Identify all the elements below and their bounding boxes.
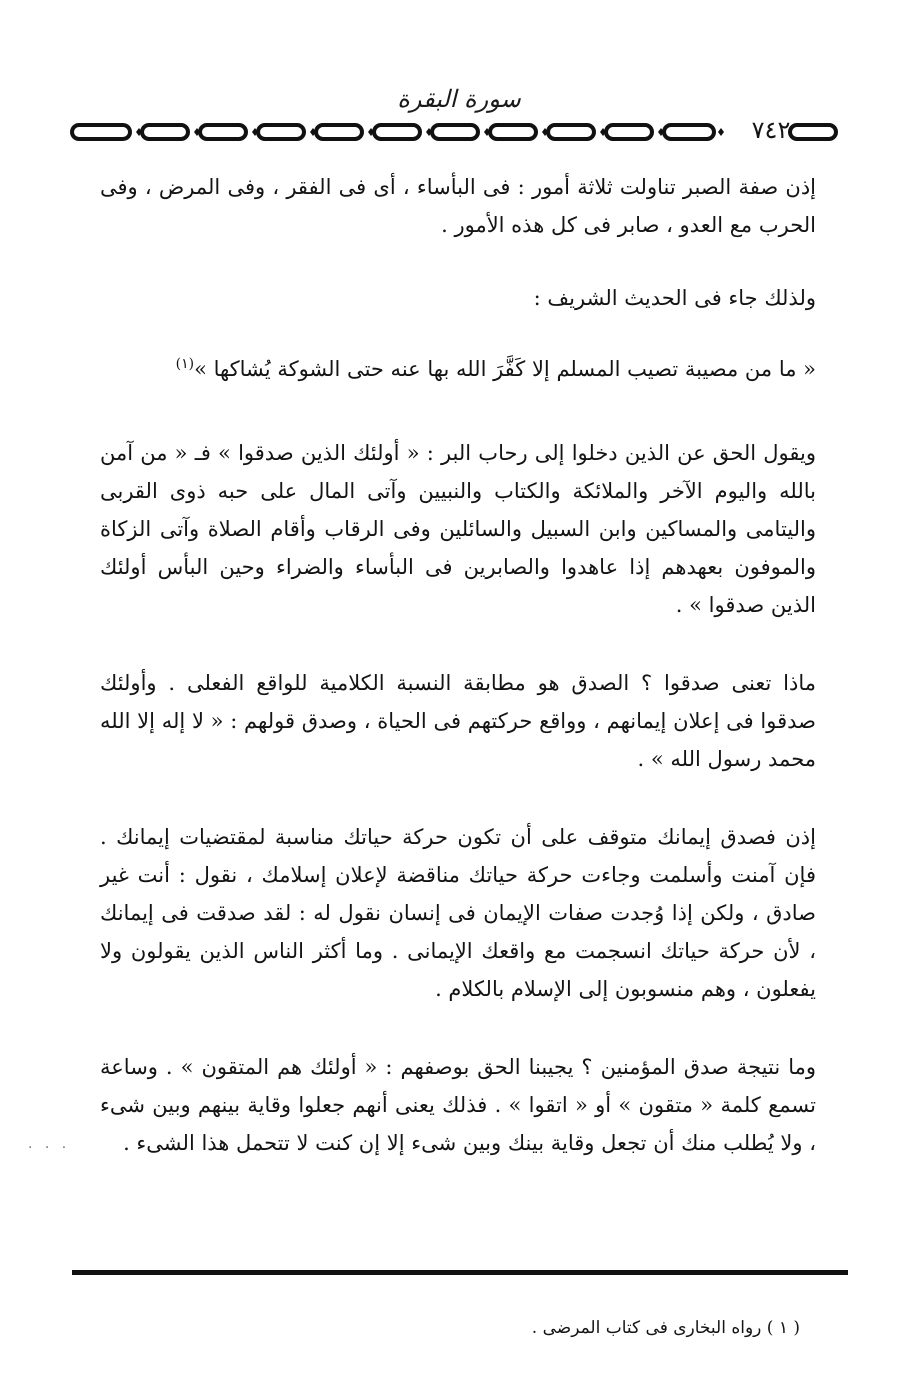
surah-title: سورة البقرة — [397, 85, 521, 113]
footnote-divider — [72, 1270, 848, 1275]
hadith-text: « ما من مصيبة تصيب المسلم إلا كَفَّرَ الله بها عنه حتى الشوكة يُشاكها » — [194, 357, 816, 381]
footnote-text: ( ١ ) رواه البخارى فى كتاب المرضى . — [531, 1318, 800, 1338]
paragraph-4: ويقول الحق عن الذين دخلوا إلى رحاب البر : « أولئك الذين صدقوا » فـ « من آمن بالله واليوم الآخر والملائكة والكتاب والنبيين وآتى المال على حبه ذوى القربى واليتامى والمساكين وابن السبيل والسائلين وفى الرقاب وأقام الصلاة وآتى الزكاة والموفون بعهدهم إذا عاهدوا والصابرين فى البأساء والضراء وحين البأس أولئك الذين صدقوا » . — [100, 441, 816, 617]
paragraph-6: إذن فصدق إيمانك متوقف على أن تكون حركة حياتك مناسبة لمقتضيات إيمانك . فإن آمنت وأسلمت وجاءت حركة حياتك مناقضة لإعلان إسلامك ، نقول : أنت غير صادق ، ولكن إذا وُجدت صفات الإيمان فى إنسان نقول له : لقد صدقت فى إيمانك ، لأن حركة حياتك انسجمت مع واقعك الإيمانى . وما أكثر الناس الذين يقولون ولا يفعلون ، وهم منسوبون إلى الإسلام بالكلام . — [100, 825, 816, 1001]
body-text — [100, 168, 816, 1162]
footnote-marker: (١) — [175, 356, 195, 372]
page-number: ٧٤٢ — [751, 116, 791, 144]
hadith-quote — [100, 350, 816, 388]
paragraph-7: وما نتيجة صدق المؤمنين ؟ يجيبنا الحق بوصفهم : « أولئك هم المتقون » . وساعة تسمع كلمة « متقون » أو « اتقوا » . فذلك يعنى أنهم جعلوا وقاية بينهم وبين شىء ، ولا يُطلب منك أن تجعل وقاية بينك وبين شىء إلا إن كنت لا تتحمل هذا الشىء . — [100, 1055, 816, 1155]
paragraph-5: ماذا تعنى صدقوا ؟ الصدق هو مطابقة النسبة الكلامية للواقع الفعلى . وأولئك صدقوا فى إعلان إيمانهم ، وواقع حركتهم فى الحياة ، وصدق قولهم : « لا إله إلا الله محمد رسول الله » . — [100, 671, 816, 771]
ornament-border — [70, 118, 840, 148]
paragraph-1: إذن صفة الصبر تناولت ثلاثة أمور : فى البأساء ، أى فى الفقر ، وفى المرض ، وفى الحرب مع العدو ، صابر فى كل هذه الأمور . — [100, 175, 816, 237]
margin-dots: · · · — [28, 1140, 71, 1156]
paragraph-2: ولذلك جاء فى الحديث الشريف : — [533, 286, 816, 310]
